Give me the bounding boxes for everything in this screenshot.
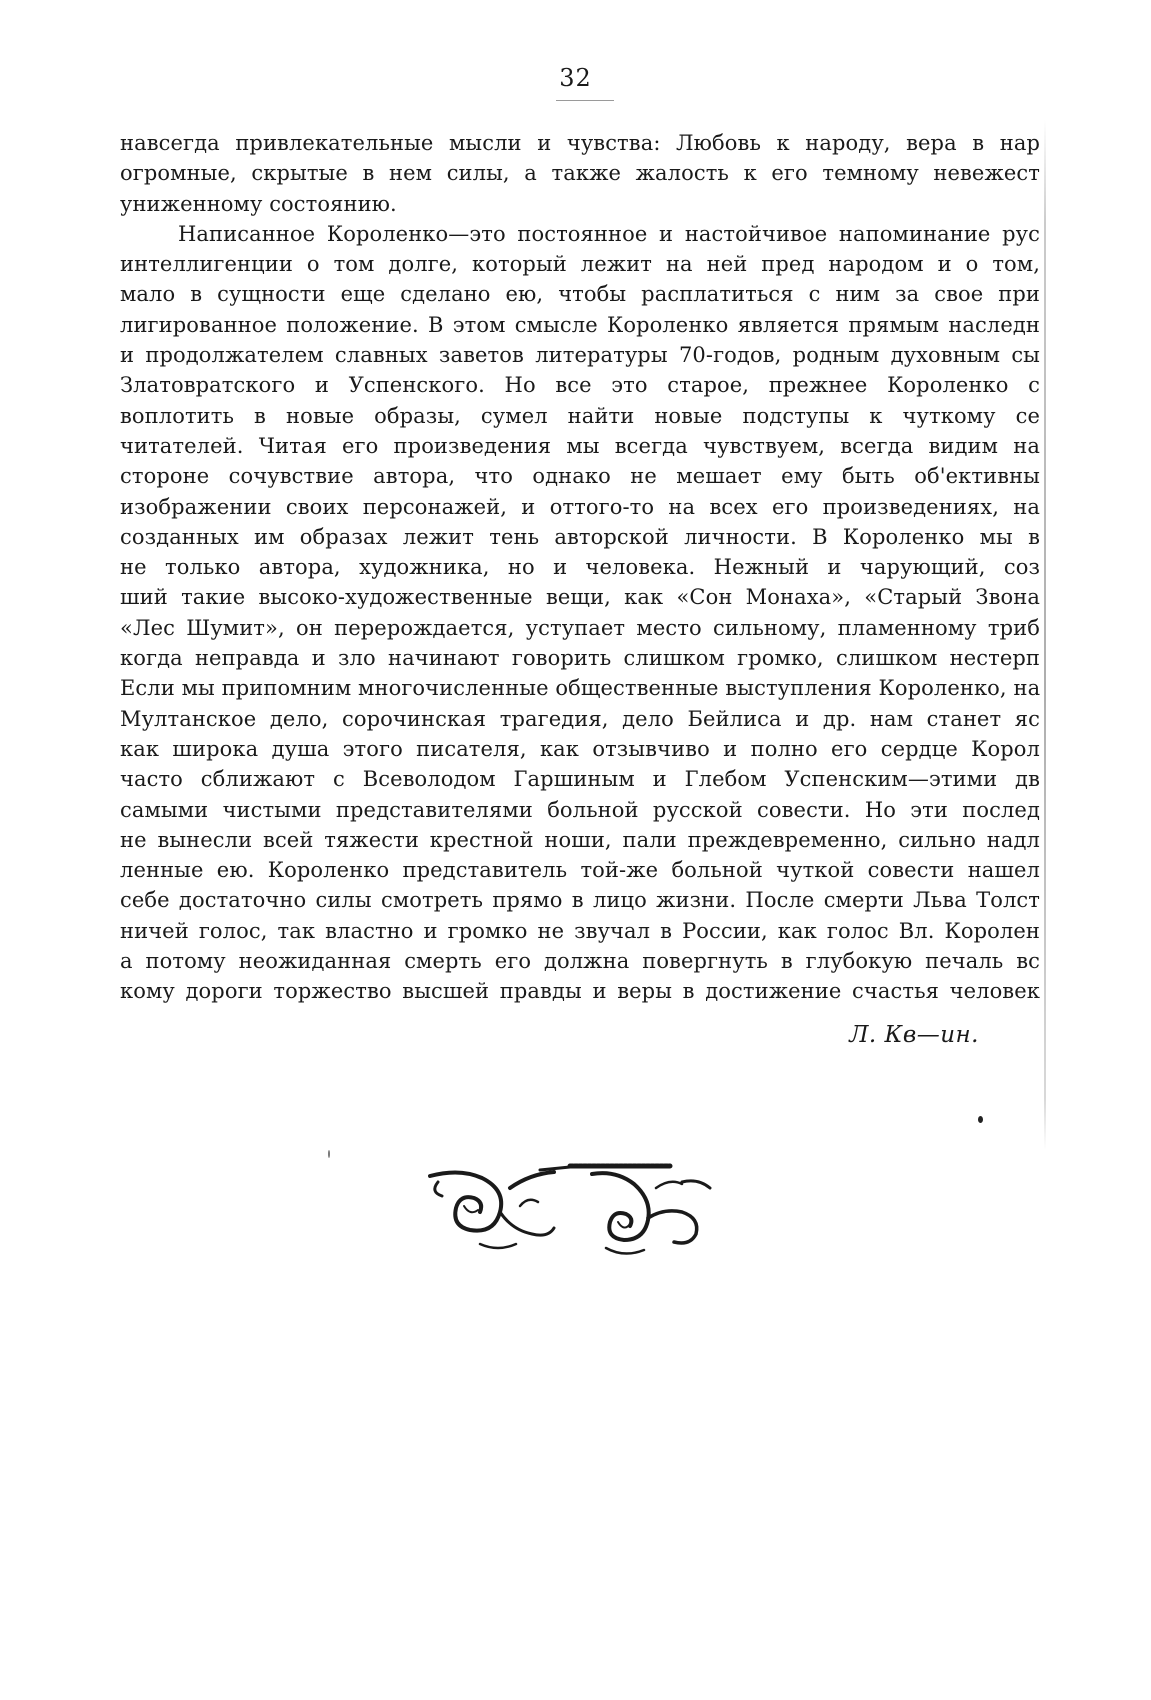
text-line: читателей. Читая его произведения мы всегда чувствуем, всегда видим на	[120, 433, 1040, 458]
text-line: лигированное положение. В этом смысле Короленко является прямым наследн	[120, 312, 1040, 337]
text-line: ленные ею. Короленко представитель той-же больной чуткой совести нашел	[120, 858, 1040, 883]
body-text	[120, 128, 1040, 1007]
text-line: Если мы припомним многочисленные общественные выступления Короленко, на	[120, 676, 1040, 701]
text-line: самыми чистыми представителями больной русской совести. Но эти послед	[120, 797, 1040, 822]
ink-speck	[328, 1150, 330, 1158]
text-line: ший такие высоко-художественные вещи, как «Сон Монаха», «Старый Звона	[120, 585, 1040, 610]
text-line: не вынесли всей тяжести крестной ноши, пали преждевременно, сильно надл	[120, 827, 1040, 852]
text-line: стороне сочувствие автора, что однако не мешает ему быть об'ективны	[120, 464, 1040, 489]
text-line: Златовратского и Успенского. Но все это старое, прежнее Короленко с	[120, 373, 1040, 398]
text-line: а потому неожиданная смерть его должна повергнуть в глубокую печаль вс	[120, 949, 1040, 974]
text-line: часто сближают с Всеволодом Гаршиным и Глебом Успенским—этими дв	[120, 767, 1040, 792]
text-line: воплотить в новые образы, сумел найти новые подступы к чуткому се	[120, 403, 1040, 428]
text-line: «Лес Шумит», он перерождается, уступает место сильному, пламенному триб	[120, 615, 1040, 640]
text-line: созданных им образах лежит тень авторской личности. В Короленко мы в	[120, 524, 1040, 549]
text-line: и продолжателем славных заветов литературы 70-годов, родным духовным сы	[120, 343, 1040, 368]
text-line: навсегда привлекательные мысли и чувства: Любовь к народу, вера в нар	[120, 131, 1040, 155]
text-line: не только автора, художника, но и человека. Нежный и чарующий, соз	[120, 555, 1040, 580]
text-line: ничей голос, так властно и громко не звучал в России, как голос Вл. Королен	[120, 918, 1040, 943]
text-line: себе достаточно силы смотреть прямо в лицо жизни. После смерти Льва Толст	[120, 888, 1040, 913]
page-number-rule	[556, 100, 614, 101]
ink-speck	[978, 1116, 983, 1123]
paragraph-start-line: Написанное Короленко—это постоянное и настойчивое напоминание рус	[178, 221, 1040, 246]
text-line: огромные, скрытые в нем силы, а также жалость к его темному невежест	[120, 161, 1040, 186]
page-number: 32	[559, 64, 592, 92]
text-line: униженному состоянию.	[120, 191, 397, 216]
text-line: когда неправда и зло начинают говорить слишком громко, слишком нестерп	[120, 646, 1040, 671]
text-line: интеллигенции о том долге, который лежит на ней пред народом и о том,	[120, 252, 1040, 277]
text-line: мало в сущности еще сделано ею, чтобы расплатиться с ним за свое при	[120, 282, 1040, 307]
text-line: изображении своих персонажей, и оттого-то на всех его произведениях, на	[120, 494, 1040, 519]
text-line: кому дороги торжество высшей правды и веры в достижение счастья человек	[120, 979, 1040, 1004]
scan-edge-shadow	[1044, 120, 1046, 1150]
text-line: как широка душа этого писателя, как отзывчиво и полно его сердце Корол	[120, 736, 1040, 761]
tailpiece-ornament	[420, 1148, 740, 1268]
author-signature: Л. Кв—ин.	[849, 1022, 979, 1048]
text-line: Мултанское дело, сорочинская трагедия, дело Бейлиса и др. нам станет яс	[120, 706, 1040, 731]
